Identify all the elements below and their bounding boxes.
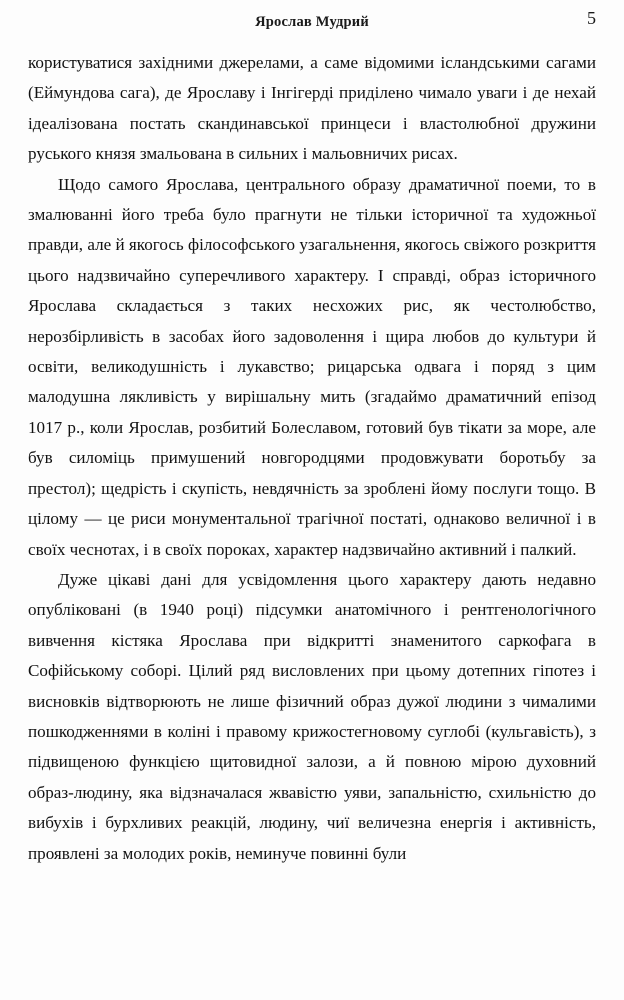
page-header bbox=[22, 0, 602, 44]
running-title: Ярослав Мудрий bbox=[255, 13, 369, 30]
paragraph-1: користуватися західними джерелами, а саме відомими ісландськими сагами (Еймундова сага), де Ярославу і Інгігерді приділено чимало уваги і де нехай ідеалізована постать скандинавської принцеси і властолюбної дружини руського князя змальована в сильних і мальовничих рисах. bbox=[28, 53, 596, 164]
paragraph-3: Дуже цікаві дані для усвідомлення цього характеру дають недавно опубліковані (в 1940 році) підсумки анатомічного і рентгенологічного вивчення кістяка Ярослава при відкритті знаменитого саркофага в Софійському соборі. Цілий ряд висловлених при цьому дотепних гіпотез і висновків відтворюють не лише фізичний образ дужої людини з чималими пошкодженнями в коліні і правому крижостегновому суглобі (кульгавість), з підвищеною функцією щитовидної залози, а й повною мірою духовний образ-людину, яка відзначалася жвавістю уяви, запальністю, схильністю до вибухів і бурхливих реакцій, людину, чиї величезна енергія і активність, проявлені за молодих років, неминуче повинні були bbox=[28, 569, 596, 863]
page-number: 5 bbox=[587, 8, 596, 28]
body-text bbox=[22, 48, 602, 869]
page-content-area bbox=[22, 0, 602, 1000]
paragraph-2: Щодо самого Ярослава, центрального образу драматичної поеми, то в змалюванні його треба було прагнути не тільки історичної та художньої правди, але й якогось філософського узагальнення, якогось свіжого розкриття цього надзвичайно суперечливого характеру. І справді, образ історичного Ярослава складається з таких несхожих рис, як честолюбство, нерозбірливість в засобах його задоволення і щира любов до культури й освіти, великодушність і лукавство; рицарська одвага і поряд з цим малодушна лякливість у вирішальну мить (згадаймо драматичний епізод 1017 р., коли Ярослав, розбитий Болеславом, готовий був тікати за море, але був силоміць примушений новгородцями продовжувати боротьбу за престол); щедрість і скупість, невдячність за зроблені йому послуги тощо. В цілому — це риси монументальної трагічної постаті, однаково величної і в своїх чеснотах, і в своїх пороках, характер надзвичайно активний і палкий. bbox=[28, 174, 596, 559]
